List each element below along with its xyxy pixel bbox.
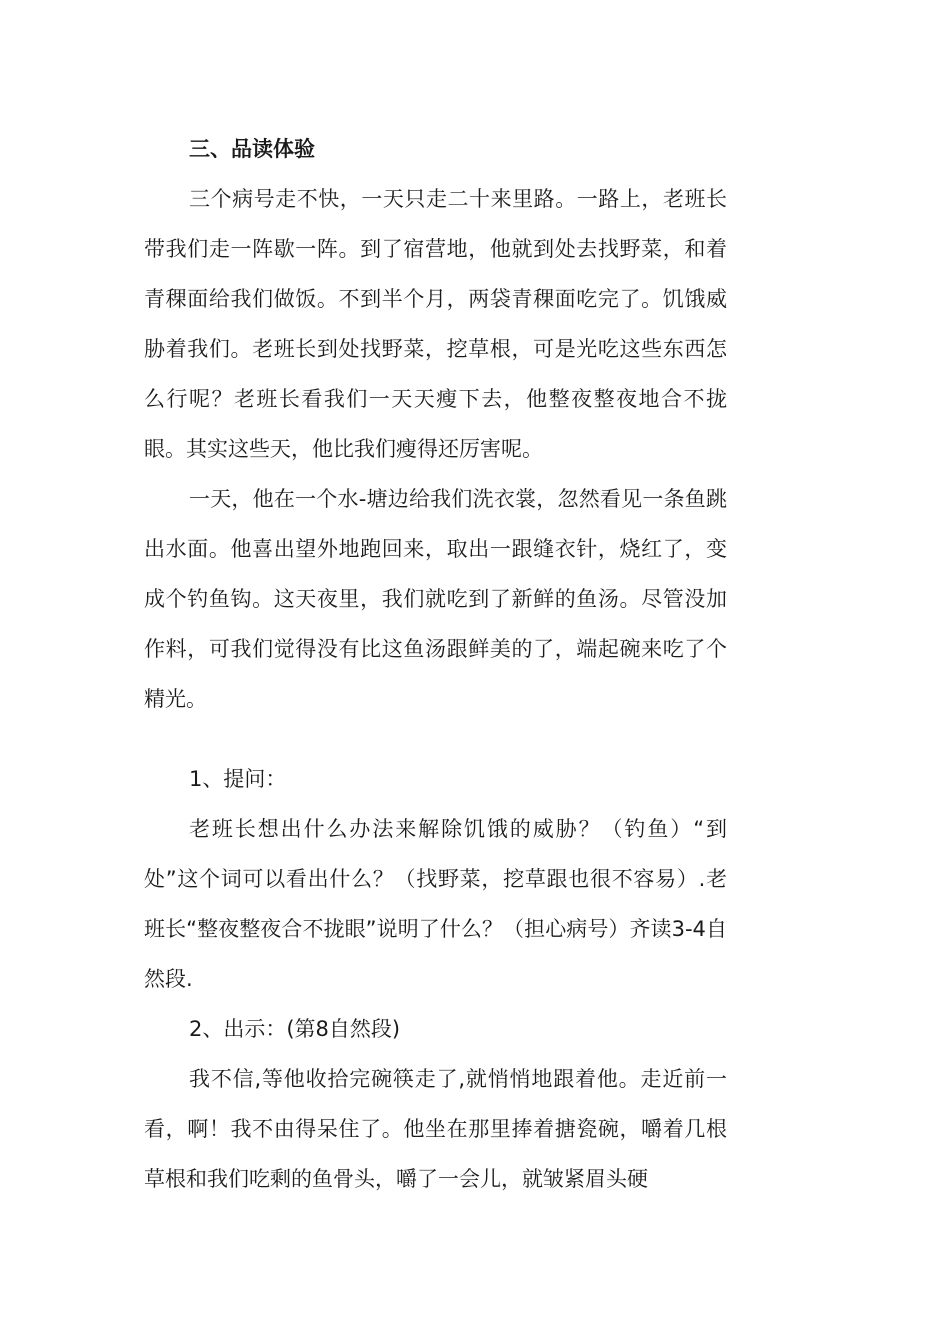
question-label: 1、提问： [189, 767, 287, 791]
excerpt-body: 我不信,等他收拾完碗筷走了,就悄悄地跟着他。走近前一看，啊！我不由得呆住了。他坐在那里捧着搪瓷碗，嚼着几根草根和我们吃剩的鱼骨头，嚼了一会儿，就皱紧眉头硬 [144, 1067, 727, 1191]
section-heading: 三、品读体验 [189, 137, 315, 161]
paragraph: 一天，他在一个水-塘边给我们洗衣裳，忽然看见一条鱼跳出水面。他喜出望外地跑回来，取出一跟缝衣针，烧红了，变成个钓鱼钩。这天夜里，我们就吃到了新鲜的鱼汤。尽管没加作料，可我们觉得没有比这鱼汤跟鲜美的了，端起碗来吃了个精光。 [144, 487, 727, 711]
paragraph: 三个病号走不快，一天只走二十来里路。一路上，老班长带我们走一阵歇一阵。到了宿营地，他就到处去找野菜，和着青稞面给我们做饭。不到半个月，两袋青稞面吃完了。饥饿威胁着我们。老班长到处找野菜，挖草根，可是光吃这些东西怎么行呢？老班长看我们一天天瘦下去，他整夜整夜地合不拢眼。其实这些天，他比我们瘦得还厉害呢。 [144, 187, 727, 461]
document-body [144, 124, 727, 1204]
question-body: 老班长想出什么办法来解除饥饿的威胁？（钓鱼）“到处”这个词可以看出什么？（找野菜，挖草跟也很不容易）.老班长“整夜整夜合不拢眼”说明了什么？（担心病号）齐读3-4自然段. [144, 817, 727, 991]
excerpt-label: 2、出示：(第8自然段) [189, 1017, 401, 1041]
